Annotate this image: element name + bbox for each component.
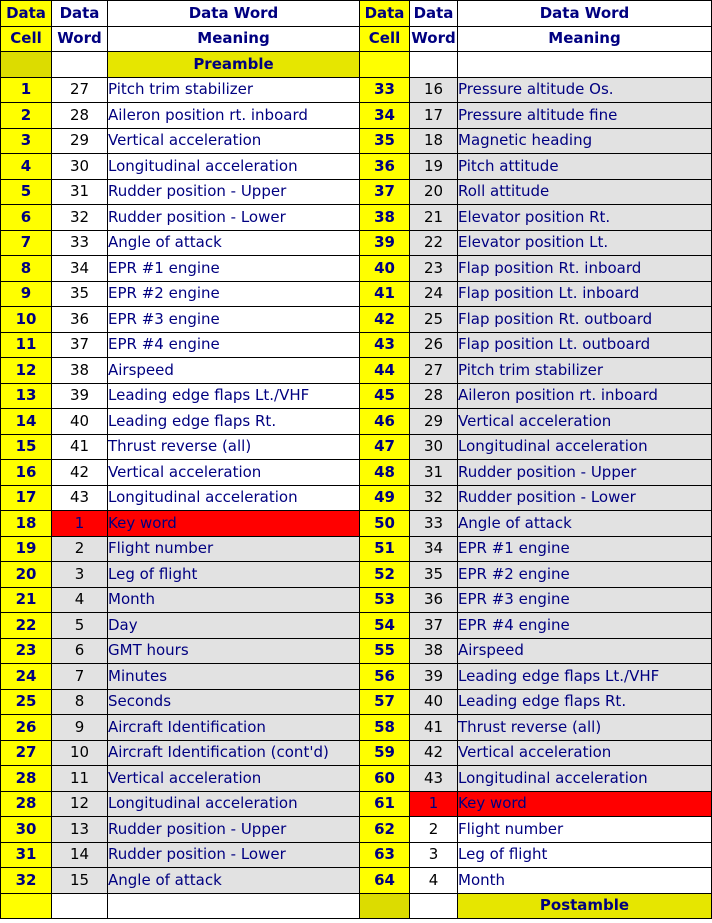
data-word-right: 37 — [410, 613, 458, 639]
meaning-right: EPR #3 engine — [458, 587, 712, 613]
data-cell-left: 27 — [1, 740, 52, 766]
meaning-right: Magnetic heading — [458, 128, 712, 154]
data-word-left: 33 — [52, 230, 108, 256]
data-word-right: 18 — [410, 128, 458, 154]
data-word-right: 43 — [410, 766, 458, 792]
table-row — [1, 817, 712, 843]
table-row — [1, 230, 712, 256]
table-row — [1, 307, 712, 333]
data-cell-right: 45 — [360, 383, 410, 409]
data-cell-right: 48 — [360, 460, 410, 486]
postamble-label: Postamble — [458, 893, 712, 919]
meaning-right: Longitudinal acceleration — [458, 434, 712, 460]
data-cell-left: 28 — [1, 766, 52, 792]
data-word-right: 24 — [410, 281, 458, 307]
data-cell-right: 33 — [360, 77, 410, 103]
data-cell-left: 20 — [1, 562, 52, 588]
meaning-left: Vertical acceleration — [108, 128, 360, 154]
data-cell-right: 52 — [360, 562, 410, 588]
data-cell-right: 46 — [360, 409, 410, 435]
data-cell-left: 16 — [1, 460, 52, 486]
data-word-left: 35 — [52, 281, 108, 307]
meaning-right: Roll attitude — [458, 179, 712, 205]
meaning-right: Flap position Rt. inboard — [458, 256, 712, 282]
meaning-right: Pressure altitude fine — [458, 103, 712, 129]
data-word-left: 39 — [52, 383, 108, 409]
meaning-right: EPR #2 engine — [458, 562, 712, 588]
data-cell-right: 56 — [360, 664, 410, 690]
meaning-left: Longitudinal acceleration — [108, 791, 360, 817]
preamble-empty-word — [52, 52, 108, 78]
data-word-right: 27 — [410, 358, 458, 384]
data-cell-left: 24 — [1, 664, 52, 690]
data-word-left: 5 — [52, 613, 108, 639]
meaning-left: EPR #4 engine — [108, 332, 360, 358]
meaning-left: Thrust reverse (all) — [108, 434, 360, 460]
meaning-left: Rudder position - Upper — [108, 817, 360, 843]
data-word-left: 32 — [52, 205, 108, 231]
data-word-left: 42 — [52, 460, 108, 486]
data-word-left: 15 — [52, 868, 108, 894]
data-word-right: 38 — [410, 638, 458, 664]
table-row — [1, 358, 712, 384]
data-cell-right: 54 — [360, 613, 410, 639]
data-cell-left: 23 — [1, 638, 52, 664]
meaning-left: Longitudinal acceleration — [108, 154, 360, 180]
data-word-left: 36 — [52, 307, 108, 333]
data-cell-right: 58 — [360, 715, 410, 741]
data-cell-left: 4 — [1, 154, 52, 180]
data-cell-right: 50 — [360, 511, 410, 537]
meaning-right: Flight number — [458, 817, 712, 843]
table-row — [1, 77, 712, 103]
data-word-right: 4 — [410, 868, 458, 894]
data-cell-right: 59 — [360, 740, 410, 766]
data-cell-right: 53 — [360, 587, 410, 613]
data-cell-left: 6 — [1, 205, 52, 231]
meaning-right: Angle of attack — [458, 511, 712, 537]
data-word-right: 34 — [410, 536, 458, 562]
meaning-right: Pressure altitude Os. — [458, 77, 712, 103]
data-word-right: 30 — [410, 434, 458, 460]
table-row — [1, 613, 712, 639]
data-word-left: 8 — [52, 689, 108, 715]
data-word-right: 19 — [410, 154, 458, 180]
meaning-right: Longitudinal acceleration — [458, 766, 712, 792]
data-cell-left: 15 — [1, 434, 52, 460]
data-cell-left: 12 — [1, 358, 52, 384]
data-cell-right: 47 — [360, 434, 410, 460]
meaning-right: Vertical acceleration — [458, 740, 712, 766]
meaning-left: EPR #1 engine — [108, 256, 360, 282]
meaning-right: EPR #1 engine — [458, 536, 712, 562]
table-row — [1, 205, 712, 231]
data-word-left: 14 — [52, 842, 108, 868]
data-word-right: 31 — [410, 460, 458, 486]
data-cell-right: 38 — [360, 205, 410, 231]
data-cell-left: 21 — [1, 587, 52, 613]
preamble-label: Preamble — [108, 52, 360, 78]
meaning-right: Key word — [458, 791, 712, 817]
data-cell-left: 9 — [1, 281, 52, 307]
data-word-left: 9 — [52, 715, 108, 741]
data-word-left: 4 — [52, 587, 108, 613]
meaning-right: Rudder position - Lower — [458, 485, 712, 511]
table-row — [1, 485, 712, 511]
data-cell-left: 30 — [1, 817, 52, 843]
meaning-right: Flap position Lt. outboard — [458, 332, 712, 358]
table-row — [1, 409, 712, 435]
data-word-right: 17 — [410, 103, 458, 129]
table-row — [1, 434, 712, 460]
data-cell-left: 11 — [1, 332, 52, 358]
meaning-right: Airspeed — [458, 638, 712, 664]
postamble-right-cell — [360, 893, 410, 919]
data-word-right: 22 — [410, 230, 458, 256]
data-word-right: 23 — [410, 256, 458, 282]
table-row — [1, 460, 712, 486]
data-cell-right: 42 — [360, 307, 410, 333]
table-row — [1, 842, 712, 868]
data-word-left: 1 — [52, 511, 108, 537]
meaning-left: Month — [108, 587, 360, 613]
data-cell-right: 37 — [360, 179, 410, 205]
data-word-left: 27 — [52, 77, 108, 103]
header-data-cell-right: Data — [360, 1, 410, 27]
data-word-right: 1 — [410, 791, 458, 817]
meaning-right: Vertical acceleration — [458, 409, 712, 435]
table-row — [1, 638, 712, 664]
data-cell-left: 1 — [1, 77, 52, 103]
meaning-left: Aircraft Identification — [108, 715, 360, 741]
data-word-right: 33 — [410, 511, 458, 537]
data-word-left: 41 — [52, 434, 108, 460]
table-row — [1, 664, 712, 690]
data-word-right: 16 — [410, 77, 458, 103]
preamble-right-word — [410, 52, 458, 78]
meaning-left: Aileron position rt. inboard — [108, 103, 360, 129]
data-word-right: 3 — [410, 842, 458, 868]
meaning-left: Vertical acceleration — [108, 460, 360, 486]
meaning-right: Thrust reverse (all) — [458, 715, 712, 741]
data-cell-left: 32 — [1, 868, 52, 894]
data-word-right: 35 — [410, 562, 458, 588]
table-row — [1, 179, 712, 205]
data-word-left: 30 — [52, 154, 108, 180]
data-word-right: 21 — [410, 205, 458, 231]
data-word-left: 7 — [52, 664, 108, 690]
meaning-left: Key word — [108, 511, 360, 537]
meaning-right: Elevator position Lt. — [458, 230, 712, 256]
header-data-word-meaning-left: Data Word — [108, 1, 360, 27]
header-data-word-meaning-right: Data Word — [458, 1, 712, 27]
meaning-left: Aircraft Identification (cont'd) — [108, 740, 360, 766]
table-row — [1, 536, 712, 562]
data-word-right: 36 — [410, 587, 458, 613]
data-word-right: 39 — [410, 664, 458, 690]
data-cell-right: 60 — [360, 766, 410, 792]
meaning-right: Leading edge flaps Lt./VHF — [458, 664, 712, 690]
meaning-right: Flap position Lt. inboard — [458, 281, 712, 307]
data-cell-left: 5 — [1, 179, 52, 205]
data-word-left: 6 — [52, 638, 108, 664]
data-word-right: 29 — [410, 409, 458, 435]
header-word-right: Word — [410, 26, 458, 52]
data-cell-left: 25 — [1, 689, 52, 715]
data-word-left: 11 — [52, 766, 108, 792]
table-row — [1, 740, 712, 766]
meaning-left: Pitch trim stabilizer — [108, 77, 360, 103]
data-word-right: 2 — [410, 817, 458, 843]
data-word-left: 34 — [52, 256, 108, 282]
data-cell-left: 19 — [1, 536, 52, 562]
data-cell-left: 18 — [1, 511, 52, 537]
meaning-left: Leading edge flaps Lt./VHF — [108, 383, 360, 409]
meaning-left: Leg of flight — [108, 562, 360, 588]
data-cell-left: 7 — [1, 230, 52, 256]
data-cell-right: 62 — [360, 817, 410, 843]
table-row — [1, 332, 712, 358]
meaning-right: Leg of flight — [458, 842, 712, 868]
meaning-left: GMT hours — [108, 638, 360, 664]
meaning-right: Month — [458, 868, 712, 894]
data-cell-left: 14 — [1, 409, 52, 435]
data-word-left: 3 — [52, 562, 108, 588]
header-meaning-right: Meaning — [458, 26, 712, 52]
meaning-left: Leading edge flaps Rt. — [108, 409, 360, 435]
table-row — [1, 791, 712, 817]
preamble-empty-cell — [1, 52, 52, 78]
data-cell-left: 2 — [1, 103, 52, 129]
data-word-left: 29 — [52, 128, 108, 154]
data-cell-left: 3 — [1, 128, 52, 154]
table-row — [1, 103, 712, 129]
meaning-right: Pitch trim stabilizer — [458, 358, 712, 384]
header-data-word-left: Data — [52, 1, 108, 27]
table-row — [1, 562, 712, 588]
meaning-right: Elevator position Rt. — [458, 205, 712, 231]
header-cell-left: Cell — [1, 26, 52, 52]
postamble-left-cell — [1, 893, 52, 919]
table-row — [1, 587, 712, 613]
data-cell-left: 10 — [1, 307, 52, 333]
data-word-left: 37 — [52, 332, 108, 358]
header-cell-right: Cell — [360, 26, 410, 52]
data-cell-right: 43 — [360, 332, 410, 358]
data-word-left: 28 — [52, 103, 108, 129]
postamble-left-meaning — [108, 893, 360, 919]
data-cell-left: 17 — [1, 485, 52, 511]
meaning-left: Airspeed — [108, 358, 360, 384]
meaning-left: Rudder position - Lower — [108, 842, 360, 868]
table-row — [1, 766, 712, 792]
data-cell-right: 63 — [360, 842, 410, 868]
data-word-right: 40 — [410, 689, 458, 715]
data-word-right: 20 — [410, 179, 458, 205]
meaning-left: Minutes — [108, 664, 360, 690]
data-cell-right: 36 — [360, 154, 410, 180]
table-row — [1, 281, 712, 307]
postamble-left-word — [52, 893, 108, 919]
table-row — [1, 154, 712, 180]
data-cell-right: 34 — [360, 103, 410, 129]
data-cell-right: 35 — [360, 128, 410, 154]
meaning-right: Leading edge flaps Rt. — [458, 689, 712, 715]
header-word-left: Word — [52, 26, 108, 52]
header-data-word-right: Data — [410, 1, 458, 27]
data-cell-right: 44 — [360, 358, 410, 384]
data-word-left: 13 — [52, 817, 108, 843]
header-row-1 — [1, 1, 712, 27]
data-cell-right: 51 — [360, 536, 410, 562]
data-cell-left: 26 — [1, 715, 52, 741]
preamble-row — [1, 52, 712, 78]
meaning-left: Rudder position - Upper — [108, 179, 360, 205]
data-word-left: 40 — [52, 409, 108, 435]
meaning-left: EPR #3 engine — [108, 307, 360, 333]
data-cell-right: 64 — [360, 868, 410, 894]
data-word-right: 26 — [410, 332, 458, 358]
data-word-right: 41 — [410, 715, 458, 741]
data-word-left: 31 — [52, 179, 108, 205]
data-cell-right: 49 — [360, 485, 410, 511]
data-word-left: 43 — [52, 485, 108, 511]
preamble-right-cell — [360, 52, 410, 78]
table-row — [1, 256, 712, 282]
data-word-right: 32 — [410, 485, 458, 511]
header-data-cell-left: Data — [1, 1, 52, 27]
data-cell-left: 13 — [1, 383, 52, 409]
data-cell-right: 57 — [360, 689, 410, 715]
table-row — [1, 715, 712, 741]
data-word-left: 12 — [52, 791, 108, 817]
data-cell-right: 40 — [360, 256, 410, 282]
meaning-right: Rudder position - Upper — [458, 460, 712, 486]
data-cell-left: 22 — [1, 613, 52, 639]
meaning-left: Seconds — [108, 689, 360, 715]
data-word-right: 25 — [410, 307, 458, 333]
postamble-right-word — [410, 893, 458, 919]
meaning-left: Vertical acceleration — [108, 766, 360, 792]
data-cell-right: 55 — [360, 638, 410, 664]
preamble-right-meaning — [458, 52, 712, 78]
table-row — [1, 868, 712, 894]
meaning-left: Rudder position - Lower — [108, 205, 360, 231]
meaning-left: Angle of attack — [108, 868, 360, 894]
meaning-right: EPR #4 engine — [458, 613, 712, 639]
data-word-left: 38 — [52, 358, 108, 384]
data-word-left: 2 — [52, 536, 108, 562]
table-row — [1, 511, 712, 537]
data-word-left: 10 — [52, 740, 108, 766]
header-meaning-left: Meaning — [108, 26, 360, 52]
data-cell-left: 31 — [1, 842, 52, 868]
table-row — [1, 383, 712, 409]
meaning-left: Angle of attack — [108, 230, 360, 256]
meaning-right: Pitch attitude — [458, 154, 712, 180]
meaning-right: Aileron position rt. inboard — [458, 383, 712, 409]
postamble-row — [1, 893, 712, 919]
data-word-right: 28 — [410, 383, 458, 409]
meaning-left: EPR #2 engine — [108, 281, 360, 307]
data-cell-right: 61 — [360, 791, 410, 817]
data-cell-left: 28 — [1, 791, 52, 817]
data-cell-right: 41 — [360, 281, 410, 307]
table-row — [1, 689, 712, 715]
meaning-right: Flap position Rt. outboard — [458, 307, 712, 333]
header-row-2 — [1, 26, 712, 52]
data-cell-right: 39 — [360, 230, 410, 256]
table-row — [1, 128, 712, 154]
meaning-left: Day — [108, 613, 360, 639]
meaning-left: Longitudinal acceleration — [108, 485, 360, 511]
data-word-right: 42 — [410, 740, 458, 766]
meaning-left: Flight number — [108, 536, 360, 562]
data-cell-left: 8 — [1, 256, 52, 282]
